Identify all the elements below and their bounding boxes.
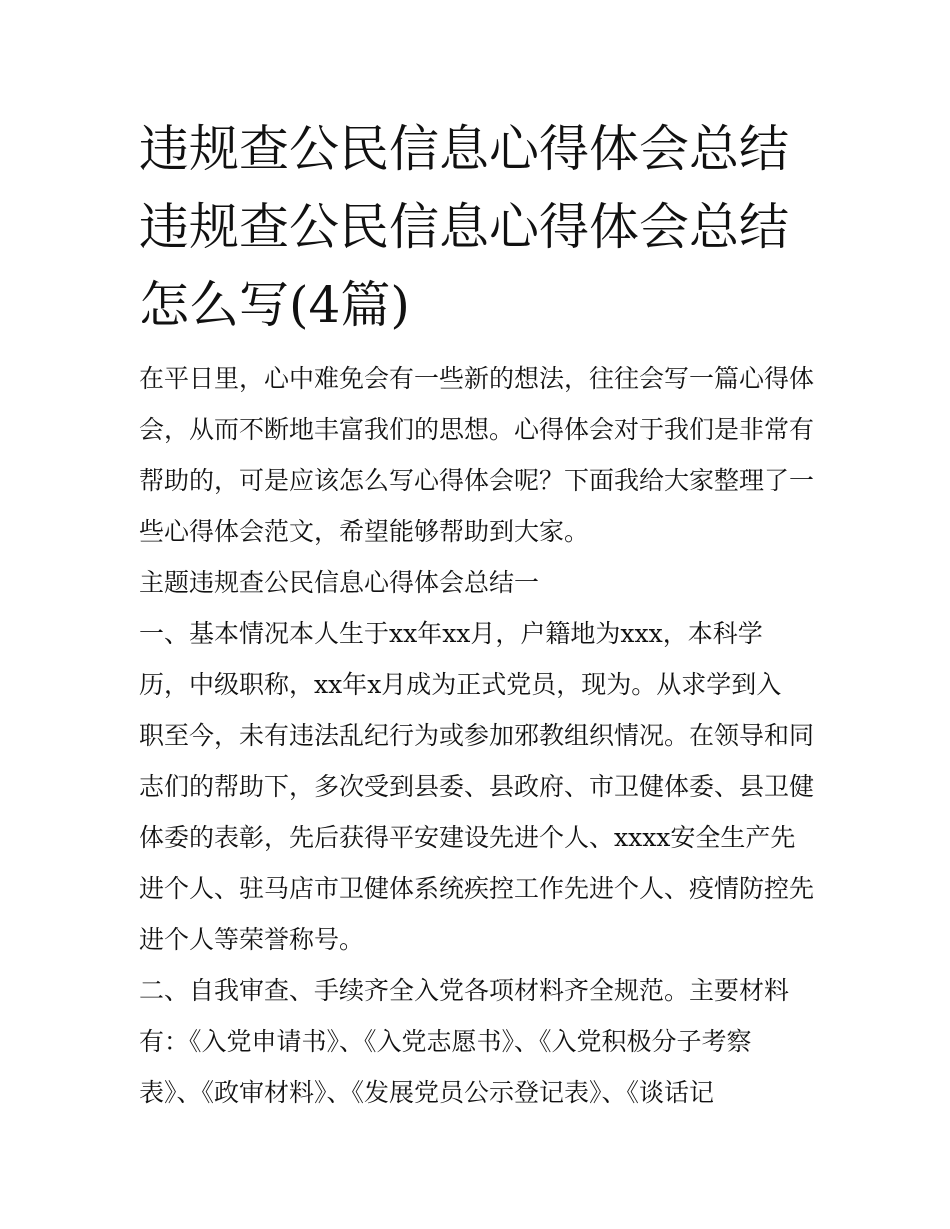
paragraph-line: 历，中级职称，xx年x月成为正式党员，现为。从求学到入 — [139, 670, 782, 699]
paragraph-line: 有：《入党申请书》、《入党志愿书》、《入党积极分子考察 — [139, 1027, 752, 1056]
document-title — [139, 110, 839, 344]
document-body — [139, 353, 829, 1118]
paragraph-line: 二、自我审查、手续齐全入党各项材料齐全规范。主要材料 — [139, 976, 790, 1005]
paragraph-line: 进个人、驻马店市卫健体系统疾控工作先进个人、疫情防控先 — [139, 874, 815, 903]
title-line: 违规查公民信息心得体会总结 — [139, 120, 789, 178]
paragraph-line: 一、基本情况本人生于xx年xx月，户籍地为xxx，本科学 — [139, 619, 763, 648]
paragraph-line: 职至今，未有违法乱纪行为或参加邪教组织情况。在领导和同 — [139, 721, 815, 750]
paragraph-line: 进个人等荣誉称号。 — [139, 925, 365, 954]
intro-paragraph-line: 在平日里，心中难免会有一些新的想法，往往会写一篇心得体 — [139, 364, 815, 393]
title-line: 违规查公民信息心得体会总结 — [139, 198, 789, 256]
title-line: 怎么写(4篇) — [139, 276, 410, 334]
intro-paragraph-line: 帮助的，可是应该怎么写心得体会呢？下面我给大家整理了一 — [139, 466, 815, 495]
intro-paragraph-line: 些心得体会范文，希望能够帮助到大家。 — [139, 517, 590, 546]
intro-paragraph-line: 会，从而不断地丰富我们的思想。心得体会对于我们是非常有 — [139, 415, 815, 444]
section-heading: 主题违规查公民信息心得体会总结一 — [139, 568, 540, 597]
paragraph-line: 体委的表彰，先后获得平安建设先进个人、xxxx安全生产先 — [139, 823, 796, 852]
paragraph-line: 表》、《政审材料》、《发展党员公示登记表》、《谈话记 — [139, 1078, 715, 1107]
paragraph-line: 志们的帮助下，多次受到县委、县政府、市卫健体委、县卫健 — [139, 772, 815, 801]
